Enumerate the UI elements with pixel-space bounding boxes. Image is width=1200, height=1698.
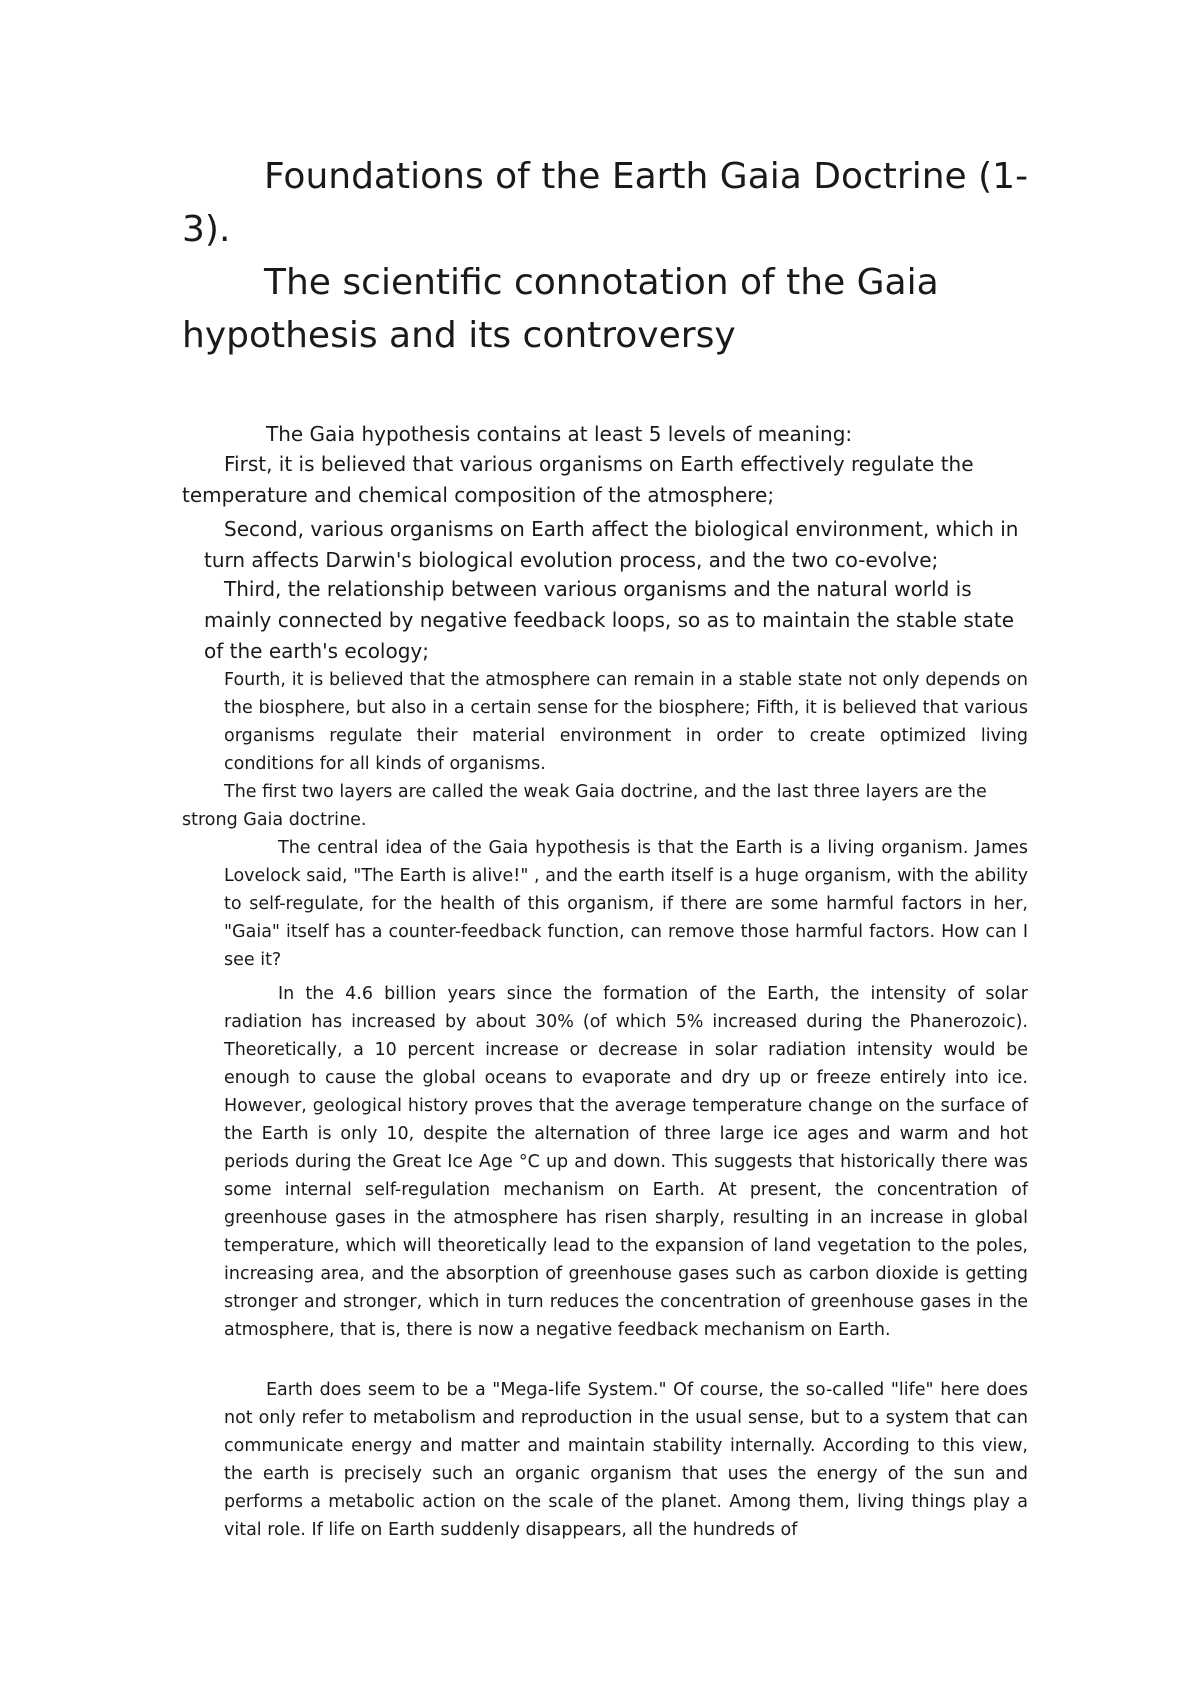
title-line-2: The scientific connotation of the Gaia hypothesis and its controversy [182,262,939,356]
central-idea-paragraph: The central idea of the Gaia hypothesis is that the Earth is a living organism. James Lovelock said, "The Earth is alive!" , and the earth itself is a huge organism, with the ability to self-regulate, for the health of this organism, if there are some harmful factors in her, "Gaia" itself has a counter-feedback function, can remove those harmful factors. How can I see it? [224,838,1028,970]
title-line-1: Foundations of the Earth Gaia Doctrine (1-3). [182,156,1029,250]
level-second-paragraph: Second, various organisms on Earth affect the biological environment, which in turn affects Darwin's biological evolution process, and the two co-evolve; [204,517,1019,572]
billion-years-paragraph: In the 4.6 billion years since the formation of the Earth, the intensity of solar radiation has increased by about 30% (of which 5% increased during the Phanerozoic). Theoretically, a 10 percent increase or decrease in solar radiation intensity would be enough to cause the global oceans to evaporate and dry up or freeze entirely into ice. However, geological history proves that the average temperature change on the surface of the Earth is only 10, despite the alternation of three large ice ages and warm and hot periods during the Great Ice Age °C up and down. This suggests that historically there was some internal self-regulation mechanism on Earth. At present, the concentration of greenhouse gases in the atmosphere has risen sharply, resulting in an increase in global temperature, which will theoretically lead to the expansion of land vegetation to the poles, increasing area, and the absorption of greenhouse gases such as carbon dioxide is getting stronger and stronger, which in turn reduces the concentration of greenhouse gases in the atmosphere, that is, there is now a negative feedback mechanism on Earth. [224,984,1028,1340]
level-first-paragraph: First, it is believed that various organisms on Earth effectively regulate the temperature and chemical composition of the atmosphere; [182,452,974,507]
level-fourth-fifth-paragraph: Fourth, it is believed that the atmosphere can remain in a stable state not only depends on the biosphere, but also in a certain sense for the biosphere; Fifth, it is believed that various organisms regulate their material environment in order to create optimized living conditions for all kinds of organisms. [224,670,1028,774]
mega-life-paragraph: Earth does seem to be a "Mega-life System." Of course, the so-called "life" here does not only refer to metabolism and reproduction in the usual sense, but to a system that can communicate energy and matter and maintain stability internally. According to this view, the earth is precisely such an organic organism that uses the energy of the sun and performs a metabolic action on the scale of the planet. Among them, living things play a vital role. If life on Earth suddenly disappears, all the hundreds of [224,1380,1028,1540]
intro-paragraph: The Gaia hypothesis contains at least 5 levels of meaning: [266,422,853,446]
weak-strong-paragraph: The first two layers are called the weak Gaia doctrine, and the last three layers are the strong Gaia doctrine. [182,782,987,830]
level-third-paragraph: Third, the relationship between various organisms and the natural world is mainly connected by negative feedback loops, so as to maintain the stable state of the earth's ecology; [204,577,1015,663]
